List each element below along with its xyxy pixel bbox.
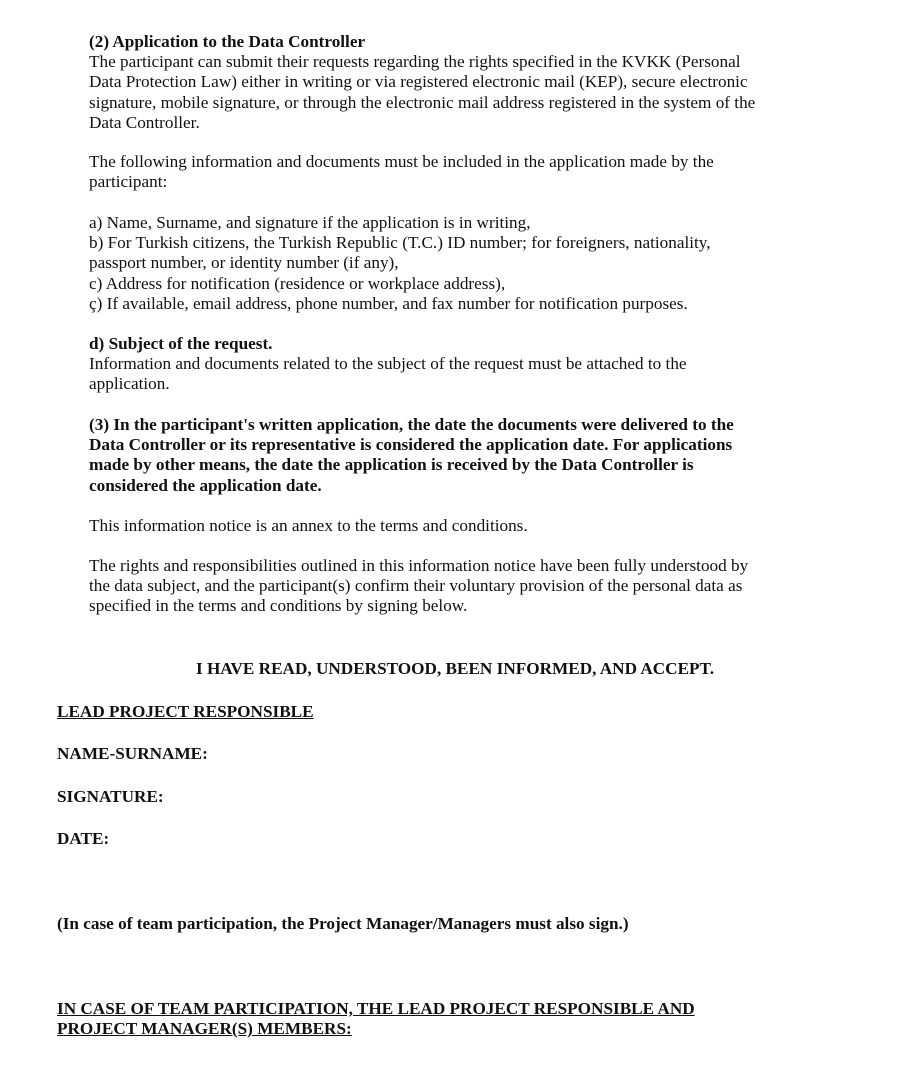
- required-info-line: The following information and documents must be included in the application made by the: [89, 152, 714, 171]
- list-item: c) Address for notification (residence or workplace address),: [89, 273, 506, 293]
- section-3-line: (3) In the participant's written application, the date the documents were delivered to the: [89, 415, 734, 434]
- list-item: ç) If available, email address, phone number, and fax number for notification purposes.: [89, 293, 688, 313]
- team-heading-line: IN CASE OF TEAM PARTICIPATION, THE LEAD PROJECT RESPONSIBLE AND: [57, 999, 695, 1018]
- section-3-line: made by other means, the date the application is received by the Data Controller is: [89, 455, 694, 475]
- annex-note: [89, 516, 859, 536]
- name-surname-label: NAME-SURNAME:: [57, 744, 208, 763]
- lead-project-responsible-title: LEAD PROJECT RESPONSIBLE: [57, 702, 314, 721]
- list-item: a) Name, Surname, and signature if the application is in writing,: [89, 213, 531, 232]
- confirmation-line: The rights and responsibilities outlined in this information notice have been fully understood by: [89, 556, 749, 575]
- section-2-heading: (2) Application to the Data Controller: [89, 32, 366, 51]
- item-d-line: application.: [89, 374, 170, 394]
- item-d-line: Information and documents related to the subject of the request must be attached to the: [89, 354, 687, 374]
- confirmation-paragraph: [89, 556, 859, 617]
- required-info-line: participant:: [89, 172, 168, 192]
- list-item: b) For Turkish citizens, the Turkish Republic (T.C.) ID number; for foreigners, nationality,: [89, 233, 711, 253]
- confirmation-line: the data subject, and the participant(s) confirm their voluntary provision of the personal data as: [89, 576, 743, 596]
- acceptance-statement: I HAVE READ, UNDERSTOOD, BEEN INFORMED, AND ACCEPT.: [195, 659, 715, 678]
- item-d-heading: d) Subject of the request.: [89, 334, 273, 353]
- section-2: [89, 32, 859, 133]
- signature-label: SIGNATURE:: [57, 787, 164, 806]
- section-2-line: The participant can submit their requests regarding the rights specified in the KVKK (Personal: [89, 52, 741, 72]
- section-2-line: signature, mobile signature, or through the electronic mail address registered in the system of the: [89, 92, 756, 112]
- list-item: passport number, or identity number (if any),: [89, 253, 399, 273]
- section-2-line: Data Protection Law) either in writing or via registered electronic mail (KEP), secure electronic: [89, 72, 748, 92]
- confirmation-line: specified in the terms and conditions by signing below.: [89, 596, 468, 616]
- team-participation-note: (In case of team participation, the Project Manager/Managers must also sign.): [57, 914, 629, 933]
- team-heading-line: PROJECT MANAGER(S) MEMBERS:: [57, 1019, 352, 1039]
- required-items-list: [89, 213, 859, 314]
- section-3-line: Data Controller or its representative is considered the application date. For applications: [89, 435, 733, 455]
- item-d: [89, 334, 859, 395]
- annex-note-text: This information notice is an annex to the terms and conditions.: [89, 516, 528, 535]
- required-info-paragraph: [89, 152, 859, 192]
- section-2-line: Data Controller.: [89, 112, 200, 132]
- date-label: DATE:: [57, 829, 110, 848]
- team-participation-heading: [57, 999, 857, 1039]
- section-3-line: considered the application date.: [89, 475, 322, 495]
- section-3: [89, 415, 859, 496]
